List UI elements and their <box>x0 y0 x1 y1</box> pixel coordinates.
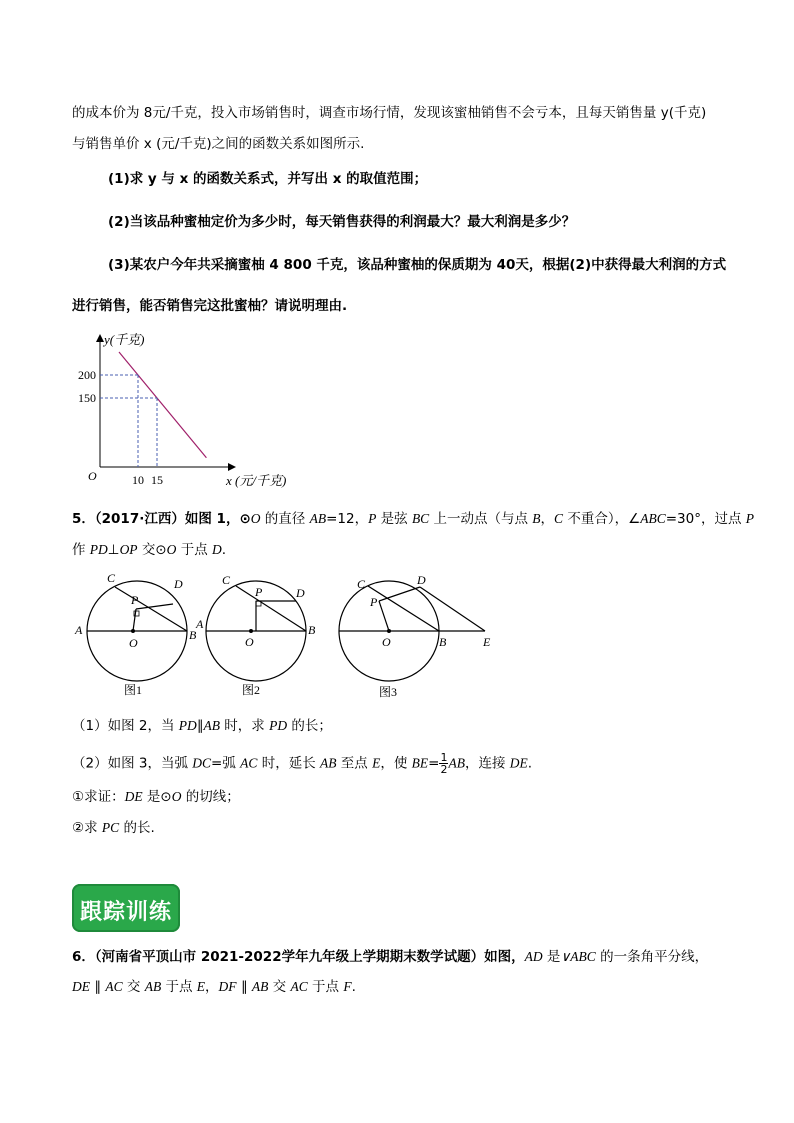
label-D: D <box>417 573 426 587</box>
y-tick-label: 150 <box>78 391 96 405</box>
question-1: (1)求 y 与 x 的函数关系式，并写出 x 的取值范围； <box>108 171 428 187</box>
label-P: P <box>131 593 139 607</box>
y-tick-label: 200 <box>78 368 96 382</box>
circle-figures <box>70 568 510 703</box>
x-tick-label: 10 <box>132 473 144 487</box>
label-D: D <box>296 586 305 600</box>
x-axis-label: x (元/千克) <box>226 473 287 488</box>
label-O: O <box>129 636 138 650</box>
figure-1 <box>74 571 197 697</box>
problem-5-q2: （2）如图 3，当弧 DC=弧 AC 时，延长 AB 至点 E，使 BE= $\frac{1}{2}$ AB，连接 DE. <box>72 751 533 776</box>
label-P: P <box>370 595 378 609</box>
x-tick-label: 15 <box>151 473 163 487</box>
label-C: C <box>107 571 116 585</box>
question-2: (2)当该品种蜜柚定价为多少时，每天销售获得的利润最大？最大利润是多少？ <box>108 214 576 230</box>
problem-6-line1: 6．（河南省平顶山市 2021-2022学年九年级上学期期末数学试题）如图，AD 是∨ABC 的一条角平分线， <box>72 949 709 965</box>
figure-3-caption: 图3 <box>379 685 398 699</box>
series-line <box>119 352 206 458</box>
label-A: A <box>196 617 204 631</box>
sales-chart <box>76 326 296 491</box>
label-O: O <box>382 635 391 649</box>
label-O: O <box>245 635 254 649</box>
label-B: B <box>308 623 316 637</box>
text-line: 的成本价为 8元/千克，投入市场销售时，调查市场行情，发现该蜜柚销售不会亏本，且每天销售量 y(千克) <box>72 105 707 121</box>
label-E: E <box>483 635 491 649</box>
label-B: B <box>439 635 447 649</box>
figure-2 <box>195 573 316 697</box>
problem-5-line1: 5．（2017·江西）如图 1，⊙O 的直径 AB=12，P 是弦 BC 上一动点（与点 B，C 不重合），∠ABC=30°，过点 P <box>72 511 754 527</box>
section-badge: 跟踪训练 <box>72 884 180 932</box>
problem-5-s1: ①求证：DE 是⊙O 的切线； <box>72 789 240 805</box>
label-P: P <box>255 585 263 599</box>
problem-6-line2: DE ∥ AC 交 AB 于点 E，DF ∥ AB 交 AC 于点 F. <box>72 979 356 995</box>
label-A: A <box>75 623 83 637</box>
label-D: D <box>174 577 183 591</box>
problem-5-q1: （1）如图 2，当 PD∥AB 时，求 PD 的长； <box>72 718 332 734</box>
label-C: C <box>357 577 366 591</box>
y-axis-label: y(千克) <box>104 332 145 347</box>
question-3: (3)某农户今年共采摘蜜柚 4 800 千克，该品种蜜柚的保质期为 40天，根据(2)中获得最大利润的方式 <box>108 257 727 273</box>
label-C: C <box>222 573 231 587</box>
origin-label: O <box>88 469 97 483</box>
figure-2-caption: 图2 <box>242 683 261 697</box>
text-line: 与销售单价 x (元/千克)之间的函数关系如图所示. <box>72 136 365 152</box>
figure-3 <box>339 573 491 699</box>
label-B: B <box>189 628 197 642</box>
question-3-cont: 进行销售，能否销售完这批蜜柚？请说明理由. <box>72 298 348 314</box>
figure-1-caption: 图1 <box>124 683 143 697</box>
fraction-half: $\frac{1}{2}$ <box>440 751 448 776</box>
problem-5-line2: 作 PD⊥OP 交⊙O 于点 D. <box>72 542 227 558</box>
problem-5-s2: ②求 PC 的长. <box>72 820 155 836</box>
